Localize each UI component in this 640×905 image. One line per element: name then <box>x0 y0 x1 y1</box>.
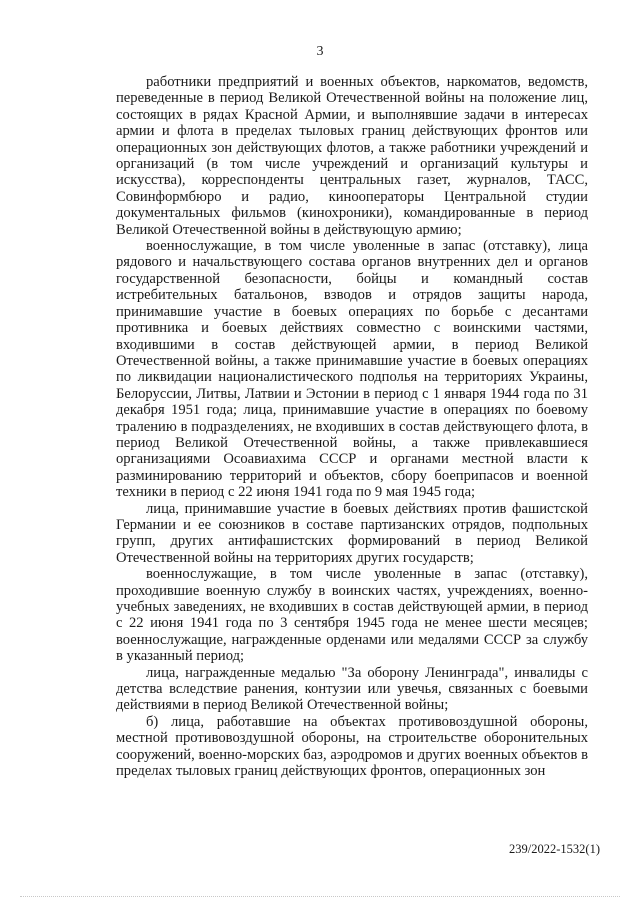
paragraph-air-defense-workers: б) лица, работавшие на объектах противовоздушной обороны, местной противовоздушной обороны, на строительстве оборонительных сооружений, военно-морских баз, аэродромов и других военных объектов в пределах тыловых границ действующих фронтов, операционных зон <box>116 713 588 780</box>
paragraph-partisans: лица, принимавшие участие в боевых действиях против фашистской Германии и ее союзников в составе партизанских отрядов, подпольных групп, других антифашистских формирований в период Великой Отечественной войны на территориях других государств; <box>116 500 588 566</box>
paragraph-workers: работники предприятий и военных объектов, наркоматов, ведомств, переведенные в период Великой Отечественной войны на положение лиц, состоящих в рядах Красной Армии, и выполнявшие задачи в интересах армии и флота в пределах тыловых границ действующих фронтов или операционных зон действующих флотов, а также работники учреждений и организаций (в том числе учреждений и организаций культуры и искусства), корреспонденты центральных газет, журналов, ТАСС, Совинформбюро и радио, кинооператоры Центральной студии документальных фильмов (кинохроники), командированные в период Великой Отечественной войны в действующую армию; <box>116 74 588 238</box>
document-body <box>116 74 588 779</box>
document-code: 239/2022-1532(1) <box>509 842 600 856</box>
page-number: 3 <box>316 44 324 59</box>
scan-edge-line <box>20 896 620 902</box>
paragraph-servicemen: военнослужащие, в том числе уволенные в запас (отставку), лица рядового и начальствующего состава органов внутренних дел и органов государственной безопасности, бойцы и командный состав истребительных батальонов, взводов и отрядов защиты народа, принимавшие участие в боевых операциях по борьбе с десантами противника и боевых действиях совместно с воинскими частями, входившими в состав действующей армии, в период Великой Отечественной войны, а также принимавшие участие в боевых операциях по ликвидации националистического подполья на территориях Украины, Белоруссии, Литвы, Латвии и Эстонии в период с 1 января 1944 года по 31 декабря 1951 года; лица, принимавшие участие в операциях по боевому тралению в подразделениях, не входивших в состав действующего флота, в период Великой Отечественной войны, а также привлекавшиеся организациями Осоавиахима СССР и органами местной власти к разминированию территорий и объектов, сбору боеприпасов и военной техники в период с 22 июня 1941 года по 9 мая 1945 года; <box>116 238 588 501</box>
paragraph-military-service: военнослужащие, в том числе уволенные в запас (отставку), проходившие военную службу в воинских частях, учреждениях, военно-учебных заведениях, не входивших в состав действующей армии, в период с 22 июня 1941 года по 3 сентября 1945 года не менее шести месяцев; военнослужащие, награжденные орденами или медалями СССР за службу в указанный период; <box>116 566 588 665</box>
paragraph-leningrad-medal: лица, награжденные медалью "За оборону Ленинграда", инвалиды с детства вследствие ранения, контузии или увечья, связанных с боевыми действиями в период Великой Отечественной войны; <box>116 664 588 714</box>
